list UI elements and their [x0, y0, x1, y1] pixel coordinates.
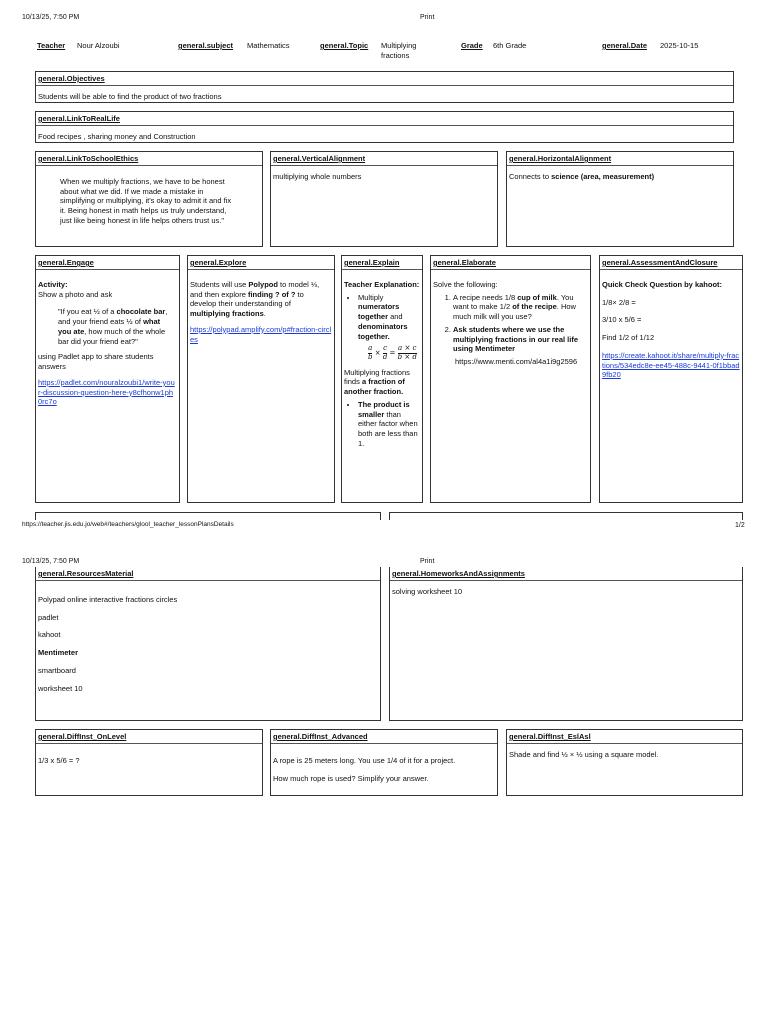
formula-b: b [368, 352, 373, 361]
explain-product-text: than either factor when both are less than 1. [358, 409, 418, 448]
formula-c: c [383, 344, 388, 353]
page1-homework-box-top [389, 512, 743, 520]
polypad-link[interactable]: https://polypad.amplify.com/p#fraction-circles [190, 324, 332, 344]
subject-label: general.subject [178, 41, 234, 50]
diff-onlevel-section [35, 729, 263, 796]
resources-list [38, 595, 378, 694]
elaborate-title: general.Elaborate [431, 258, 590, 270]
assessment-q2: 3/10 x 5/6 = [602, 315, 642, 325]
school-ethics-title: general.LinkToSchoolEthics [36, 154, 262, 166]
elaborate-i1-d: of the recipe [512, 302, 557, 312]
diff-esl-section [506, 729, 743, 796]
elaborate-section [430, 255, 591, 503]
page1-resources-box-top [35, 512, 381, 520]
homework-title: general.HomeworksAndAssignments [390, 569, 742, 581]
diff-esl-text: Shade and find ½ × ½ using a square model. [509, 749, 659, 759]
explore-b1: Polypod [248, 279, 278, 289]
vertical-alignment-title: general.VerticalAlignment [271, 154, 497, 166]
topic-label: general.Topic [320, 41, 369, 50]
engage-activity-label: Activity: [38, 279, 68, 289]
diff-advanced-text1: A rope is 25 meters long. You use 1/4 of it for a project. [273, 755, 456, 765]
explain-t-bold: a fraction of another fraction. [344, 377, 405, 397]
formula-bd: b × d [397, 352, 417, 361]
page-number: 1/2 [735, 522, 745, 529]
horizontal-alignment-section [506, 151, 734, 247]
real-life-title: general.LinkToRealLife [36, 114, 733, 126]
vertical-alignment-text: multiplying whole numbers [273, 171, 362, 181]
vertical-alignment-section [270, 151, 498, 247]
print-timestamp-2: 10/13/25, 7:50 PM [22, 558, 80, 565]
resource-item: worksheet 10 [38, 683, 83, 693]
formula-d: d [382, 352, 388, 361]
explore-section [187, 255, 335, 503]
engage-line1: Show a photo and ask [38, 289, 113, 299]
topic-value [381, 41, 416, 61]
elaborate-item-1 [453, 293, 588, 322]
explore-text [190, 280, 332, 319]
resources-title: general.ResourcesMaterial [36, 569, 380, 581]
assessment-q3: Find 1/2 of 1/12 [602, 333, 655, 342]
diff-advanced-section [270, 729, 498, 796]
explore-t2: to model ⅓, and then explore [190, 279, 320, 299]
engage-q-post: , how much of the whole bar did your friend eat?" [58, 326, 166, 346]
elaborate-i2: Ask students where we use the multiplying fractions in our real life using Mentimeter [453, 324, 579, 354]
explain-label: Teacher Explanation: [344, 279, 420, 289]
subject-value: Mathematics [247, 41, 290, 50]
elaborate-i1-b: cup of milk [517, 292, 557, 302]
assessment-q1: 1/8× 2/8 = [602, 297, 636, 307]
elaborate-intro: Solve the following: [433, 279, 498, 289]
explore-t3: to develop their understanding of [190, 289, 304, 309]
explain-t-pre: Multiplying fractions finds [344, 367, 410, 387]
engage-q-pre: "If you eat ½ of a [58, 307, 117, 317]
footer-url: https://teacher.jis.edu.jo/web#/teachers/glool_teacher_lessonPlansDetails [22, 521, 234, 528]
explain-multiply: Multiply [358, 292, 384, 302]
school-ethics-text: When we multiply fractions, we have to be honest about what we did. If we made a mistake in simplifying or multiplying, it's okay to admit it and fix it. Being honest in math helps us truly understand, just like being honest in life helps others trust us." [60, 176, 232, 225]
print-timestamp: 10/13/25, 7:50 PM [22, 14, 80, 21]
explain-fraction-text [344, 368, 420, 397]
explain-title: general.Explain [342, 258, 422, 270]
explain-list-2 [344, 400, 420, 449]
teacher-label: Teacher [37, 41, 66, 50]
print-title: Print [420, 14, 435, 21]
explore-t4: . [263, 309, 266, 318]
explain-section [341, 255, 423, 503]
resource-item: smartboard [38, 665, 76, 675]
elaborate-i1-e: . How much milk will you use? [453, 302, 576, 321]
explain-denominators: denominators together. [358, 321, 408, 341]
engage-q-bold1: chocolate bar [116, 307, 166, 317]
diff-advanced-text2: How much rope is used? Simplify your answer. [273, 773, 429, 783]
resources-section [35, 567, 381, 721]
elaborate-i1-c: . You want to make 1/2 [453, 292, 574, 312]
teacher-value: Nour Alzoubi [77, 41, 120, 50]
elaborate-i1-a: A recipe needs 1/8 [453, 292, 518, 302]
assessment-heading: Quick Check Question by kahoot: [602, 279, 723, 289]
diff-onlevel-text: 1/3 x 5/6 = ? [38, 755, 80, 765]
formula-ac: a × c [398, 344, 417, 353]
topic-value-line1: Multiplying [381, 41, 417, 50]
horizontal-text-bold: science (area, measurement) [551, 171, 655, 181]
horizontal-alignment-title: general.HorizontalAlignment [507, 154, 733, 166]
grade-label: Grade [461, 41, 483, 50]
homework-text: solving worksheet 10 [392, 586, 463, 596]
resource-item: kahoot [38, 630, 61, 640]
mentimeter-url: https://www.menti.com/al4a1i9g2596 [455, 357, 578, 366]
date-label: general.Date [602, 41, 648, 50]
diff-onlevel-title: general.DiffInst_OnLevel [36, 732, 262, 744]
assessment-section [599, 255, 743, 503]
horizontal-alignment-text [509, 172, 731, 182]
kahoot-link[interactable]: https://create.kahoot.it/share/multiply-fractions/534edc8e-ee45-488c-9441-0f1bbad9fb20 [602, 350, 740, 380]
real-life-text: Food recipes , sharing money and Construction [38, 131, 196, 141]
explain-list-item [358, 400, 420, 449]
engage-title: general.Engage [36, 258, 179, 270]
explore-title: general.Explore [188, 258, 334, 270]
grade-value: 6th Grade [493, 41, 527, 50]
diff-esl-title: general.DiffInst_EslAsl [507, 732, 742, 744]
objectives-text: Students will be able to find the product of two fractions [38, 91, 222, 101]
engage-q-mid: , and your friend eats ½ of [58, 307, 168, 326]
engage-q-bold2: what you ate [58, 317, 161, 336]
print-title-2: Print [420, 558, 435, 565]
formula-a: a [368, 344, 373, 353]
horizontal-text-pre: Connects to [509, 171, 552, 181]
elaborate-item-2 [453, 325, 588, 354]
explain-and: and [388, 312, 403, 321]
diff-advanced-title: general.DiffInst_Advanced [271, 732, 497, 744]
objectives-section [35, 71, 734, 103]
resource-item: Polypad online interactive fractions circles [38, 594, 178, 604]
topic-value-line2: fractions [381, 50, 410, 60]
resource-item: Mentimeter [38, 648, 79, 657]
school-ethics-section [35, 151, 263, 247]
padlet-link[interactable]: https://padlet.com/nouralzoubi1/write-your-discussion-question-here-y8cfhonw1ph0rc7o [38, 377, 175, 407]
homework-section [389, 567, 743, 721]
real-life-section [35, 111, 734, 143]
explore-b3: multiplying fractions [190, 309, 264, 318]
elaborate-list [433, 293, 588, 355]
explain-list-item [358, 293, 420, 342]
engage-section [35, 255, 180, 503]
fraction-formula: $\frac{a}{b}$ × $\frac{c}{d}$ = $\frac{a \times c}{b \times d}$ [368, 344, 417, 361]
engage-question [38, 299, 177, 352]
explain-numerators: numerators together [358, 302, 400, 321]
explain-product-bold: The product is smaller [358, 399, 410, 419]
explore-t1: Students will use [190, 279, 249, 289]
date-value: 2025-10-15 [660, 41, 699, 50]
explain-list-1 [344, 293, 420, 342]
assessment-title: general.AssessmentAndClosure [600, 258, 742, 270]
engage-padlet-text: using Padlet app to share students answers [38, 352, 154, 371]
explore-b2: finding ? of ? [247, 289, 296, 299]
resource-item: padlet [38, 612, 59, 622]
objectives-title: general.Objectives [36, 74, 733, 86]
